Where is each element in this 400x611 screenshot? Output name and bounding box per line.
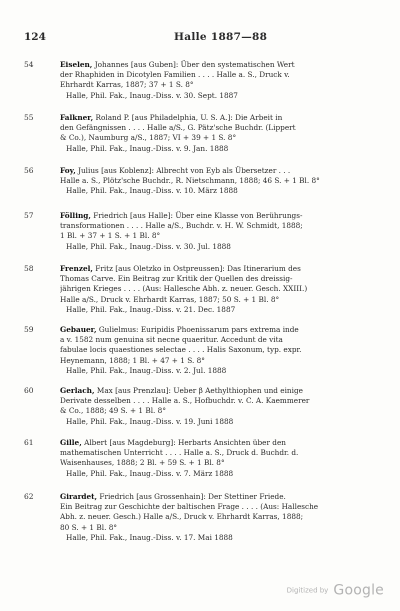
entry-faculty: Halle, Phil. Fak., Inaug.-Diss. v. 17. Mai 1888 — [66, 532, 233, 542]
entry-faculty: Halle, Phil. Fak., Inaug.-Diss. v. 19. Juni 1888 — [66, 416, 234, 426]
entry-text: Girardet, Friedrich [aus Grossenhain]: Der Stettiner Friede. Ein Beitrag zur Geschichte der baltischen Frage . . . . (Aus: Hallesche Abh. z. neuer. Gesch.) Halle a/S., Druck v. Ehrhardt Karras, 1888; 80 S. + 1 Bl. 8° Halle, Phil. Fak., Inaug.-Diss. v. 17. Mai 1888 — [60, 492, 370, 543]
page-number: 124 — [24, 31, 46, 43]
entry-text: Gerlach, Max [aus Prenzlau]: Ueber β Aethylthiophen und einige Derivate desselben . . . . Halle a. S., Hofbuchdr. v. C. A. Kaemmerer & Co., 1888; 49 S. + 1 Bl. 8° Halle, Phil. Fak., Inaug.-Diss. v. 19. Juni 1888 — [60, 386, 370, 427]
entry-text: Fölling, Friedrich [aus Halle]: Über eine Klasse von Berührungs- transformationen . . . . Halle a/S., Buchdr. v. H. W. Schmidt, 1888; 1 Bl. + 37 + 1 S. + 1 Bl. 8° Halle, Phil. Fak., Inaug.-Diss. v. 30. Jul. 1888 — [60, 211, 370, 252]
page-header — [24, 31, 368, 45]
entry-number: 54 — [24, 60, 34, 69]
entry-author: Gille, — [60, 438, 82, 447]
entry-text: Eiselen, Johannes [aus Guben]: Über den systematischen Wert der Rhaphiden in Dicotylen Familien . . . . Halle a. S., Druck v. Ehrhardt Karras, 1887; 37 + 1 S. 8° Halle, Phil. Fak., Inaug.-Diss. v. 30. Sept. 1887 — [60, 60, 370, 101]
entry-author: Foy, — [60, 166, 76, 175]
bibliography-entry — [24, 211, 370, 252]
bibliography-entry — [24, 264, 370, 315]
entry-author: Fölling, — [60, 211, 91, 220]
bibliography-entry — [24, 113, 370, 154]
bibliography-entry — [24, 166, 370, 197]
entry-author: Gerlach, — [60, 386, 95, 395]
entry-number: 58 — [24, 264, 34, 273]
entry-author: Falkner, — [60, 113, 94, 122]
entry-faculty: Halle, Phil. Fak., Inaug.-Diss. v. 21. Dec. 1887 — [66, 304, 236, 314]
watermark-prefix: Digitized by — [286, 586, 329, 595]
bibliography-entry — [24, 60, 370, 101]
entry-author: Gebauer, — [60, 325, 97, 334]
entry-number: 61 — [24, 438, 34, 447]
entry-text: Frenzel, Fritz [aus Oletzko in Ostpreussen]: Das Itinerarium des Thomas Carve. Ein Beitrag zur Kritik der Quellen des dreissig- jährigen Krieges . . . . (Aus: Hallesche Abh. z. neuer. Gesch. XXIII.) Halle a/S., Druck v. Ehrhardt Karras, 1887; 50 S. + 1 Bl. 8° Halle, Phil. Fak., Inaug.-Diss. v. 21. Dec. 1887 — [60, 264, 370, 315]
entry-faculty: Halle, Phil. Fak., Inaug.-Diss. v. 30. Jul. 1888 — [66, 241, 231, 251]
bibliography-entry — [24, 492, 370, 543]
entry-number: 57 — [24, 211, 34, 220]
entry-number: 60 — [24, 386, 34, 395]
entry-number: 59 — [24, 325, 34, 334]
entry-faculty: Halle, Phil. Fak., Inaug.-Diss. v. 9. Jan. 1888 — [66, 143, 229, 153]
digitized-by-google-watermark — [287, 580, 384, 599]
entry-number: 62 — [24, 492, 34, 501]
entry-author: Frenzel, — [60, 264, 93, 273]
entry-text: Foy, Julius [aus Koblenz]: Albrecht von Eyb als Übersetzer . . . Halle a. S., Plötz'sche Buchdr., R. Nietschmann, 1888; 46 S. + 1 Bl. 8° Halle, Phil. Fak., Inaug.-Diss. v. 10. März 1888 — [60, 166, 370, 197]
entry-text: Falkner, Roland P. [aus Philadelphia, U. S. A.]: Die Arbeit in den Gefängnissen . . . . Halle a/S., G. Pätz'sche Buchdr. (Lippert & Co.), Naumburg a/S., 1887; VI + 39 + 1 S. 8° Halle, Phil. Fak., Inaug.-Diss. v. 9. Jan. 1888 — [60, 113, 370, 154]
entry-text: Gille, Albert [aus Magdeburg]: Herbarts Ansichten über den mathematischen Unterricht . . . . Halle a. S., Druck d. Buchdr. d. Waisenhauses, 1888; 2 Bl. + 59 S. + 1 Bl. 8° Halle, Phil. Fak., Inaug.-Diss. v. 7. März 1888 — [60, 438, 370, 479]
entry-faculty: Halle, Phil. Fak., Inaug.-Diss. v. 30. Sept. 1887 — [66, 90, 238, 100]
entry-author: Eiselen, — [60, 60, 93, 69]
entry-number: 56 — [24, 166, 34, 175]
bibliography-entry — [24, 438, 370, 479]
bibliography-entry — [24, 325, 370, 376]
entry-author: Girardet, — [60, 492, 98, 501]
page-title: Halle 1887—88 — [174, 31, 268, 43]
entry-faculty: Halle, Phil. Fak., Inaug.-Diss. v. 10. März 1888 — [66, 186, 238, 196]
bibliography-entry — [24, 386, 370, 427]
entry-text: Gebauer, Gulielmus: Euripidis Phoenissarum pars extrema inde a v. 1582 num genuina sit necne quaeritur. Accedunt de vita fabulae locis quaestiones selectae . . . . Halis Saxonum, typ. expr. Heynemann, 1888; 1 Bl. + 47 + 1 S. 8° Halle, Phil. Fak., Inaug.-Diss. v. 2. Jul. 1888 — [60, 325, 370, 376]
entry-number: 55 — [24, 113, 34, 122]
google-logo-text: Google — [333, 582, 384, 599]
entry-faculty: Halle, Phil. Fak., Inaug.-Diss. v. 7. März 1888 — [66, 468, 234, 478]
entry-faculty: Halle, Phil. Fak., Inaug.-Diss. v. 2. Jul. 1888 — [66, 365, 227, 375]
